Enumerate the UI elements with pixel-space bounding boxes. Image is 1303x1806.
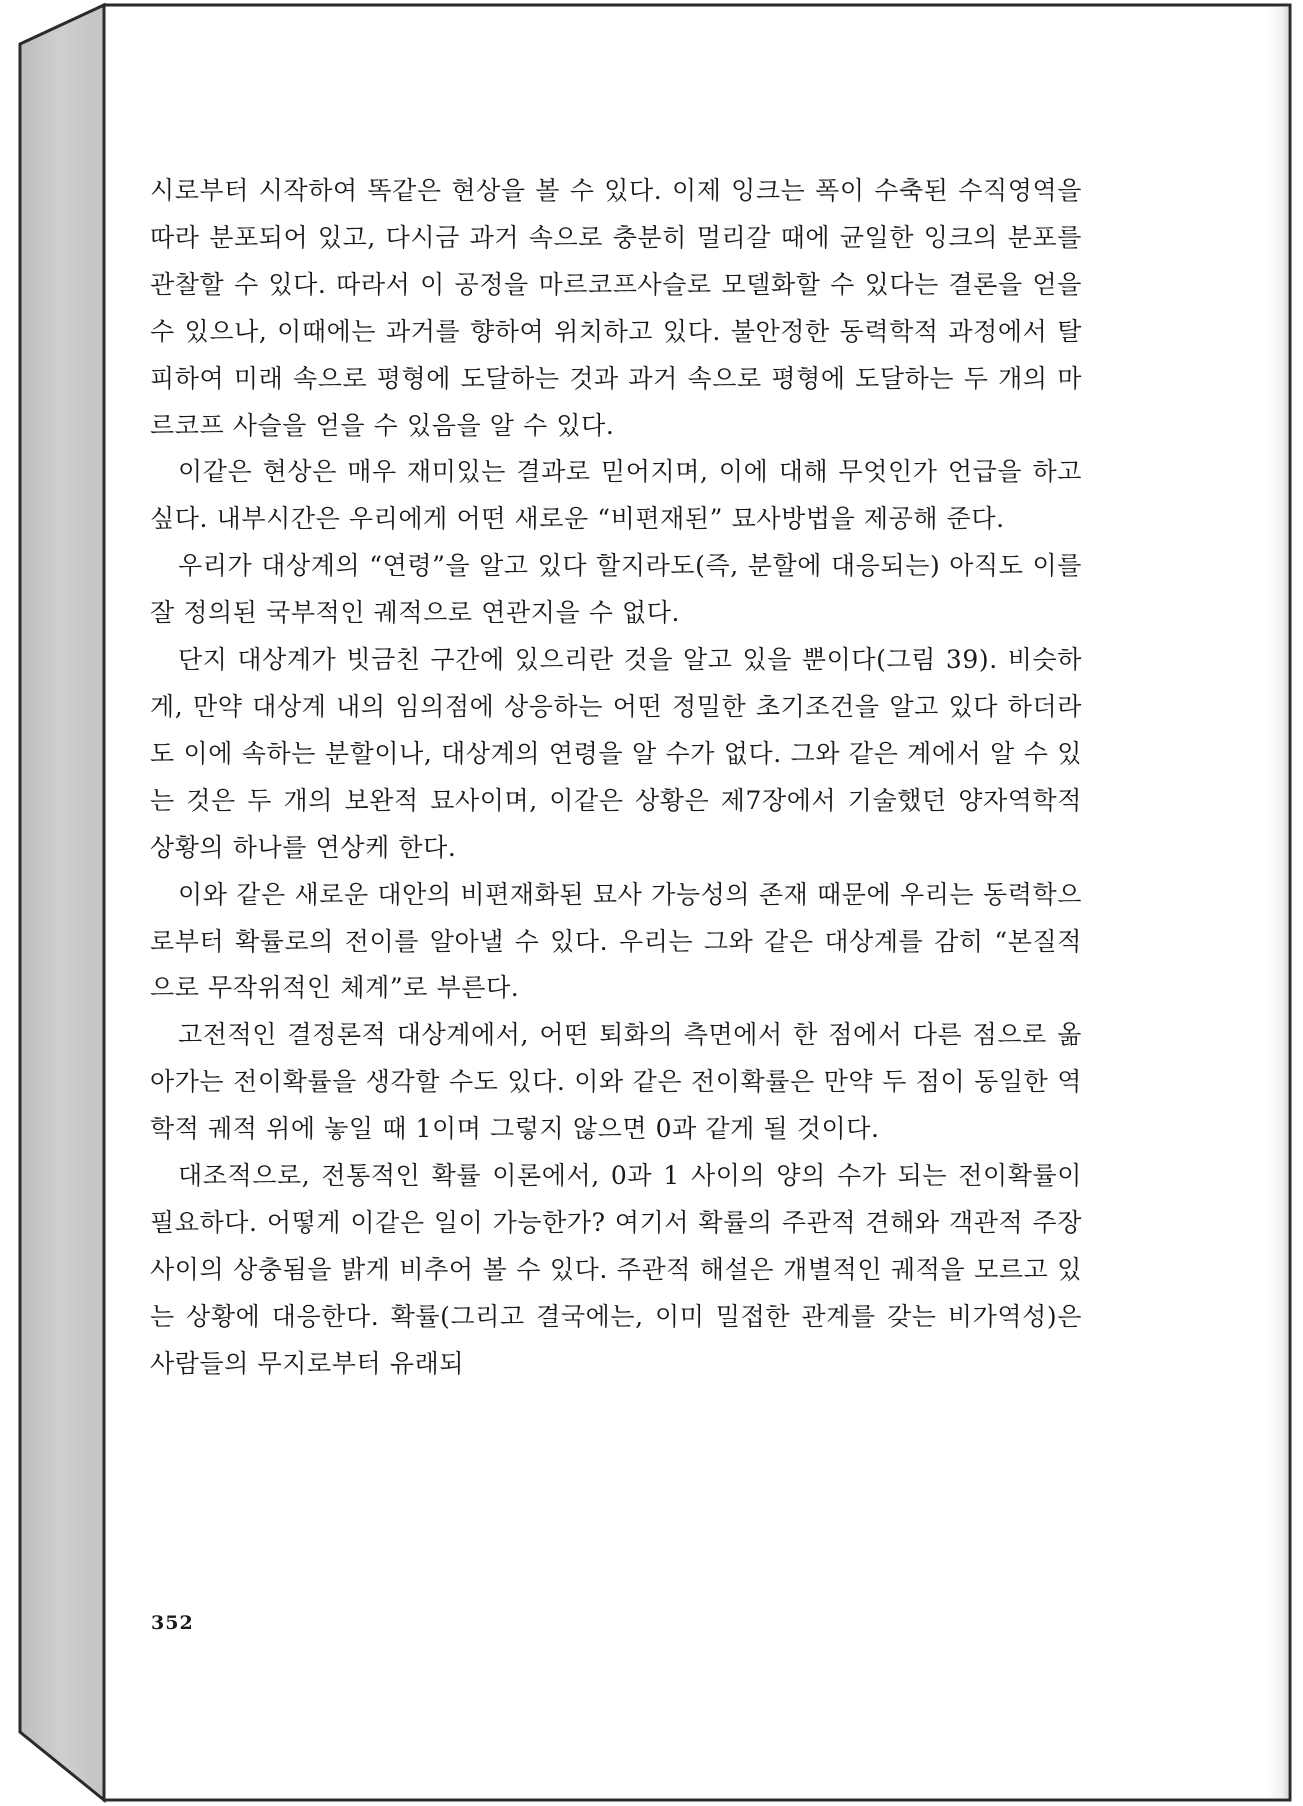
paragraph-5: 이와 같은 새로운 대안의 비편재화된 묘사 가능성의 존재 때문에 우리는 동력학으로부터 확률로의 전이를 알아낼 수 있다. 우리는 그와 같은 대상계를 감히 “본질적으로 무작위적인 체계”로 부른다. [150, 879, 1082, 1003]
paragraph-4: 단지 대상계가 빗금친 구간에 있으리란 것을 알고 있을 뿐이다(그림 39). 비슷하게, 만약 대상계 내의 임의점에 상응하는 어떤 정밀한 초기조건을 알고 있다 하더라도 이에 속하는 분할이나, 대상계의 연령을 알 수가 없다. 그와 같은 계에서 알 수 있는 것은 두 개의 보완적 묘사이며, 이같은 상황은 제7장에서 기술했던 양자역학적 상황의 하나를 연상케 한다. [150, 645, 1082, 862]
page-number: 352 [151, 1612, 194, 1634]
page-edge-shade [1268, 7, 1288, 1798]
paragraph-7: 대조적으로, 전통적인 확률 이론에서, 0과 1 사이의 양의 수가 되는 전이확률이 필요하다. 어떻게 이같은 일이 가능한가? 여기서 확률의 주관적 견해와 객관적 주장 사이의 상충됨을 밝게 비추어 볼 수 있다. 주관적 해설은 개별적인 궤적을 모르고 있는 상황에 대응한다. 확률(그리고 결국에는, 이미 밀접한 관계를 갖는 비가역성)은 사람들의 무지로부터 유래되 [150, 1161, 1082, 1378]
paragraph-2: 이같은 현상은 매우 재미있는 결과로 믿어지며, 이에 대해 무엇인가 언급을 하고 싶다. 내부시간은 우리에게 어떤 새로운 “비편재된” 묘사방법을 제공해 준다. [150, 457, 1082, 534]
paragraph-6: 고전적인 결정론적 대상계에서, 어떤 퇴화의 측면에서 한 점에서 다른 점으로 옮아가는 전이확률을 생각할 수도 있다. 이와 같은 전이확률은 만약 두 점이 동일한 역학적 궤적 위에 놓일 때 1이며 그렇지 않으면 0과 같게 될 것이다. [150, 1020, 1082, 1144]
paragraph-3: 우리가 대상계의 “연령”을 알고 있다 할지라도(즉, 분할에 대응되는) 아직도 이를 잘 정의된 국부적인 궤적으로 연관지을 수 없다. [150, 551, 1082, 628]
body-text [150, 168, 1082, 1388]
paragraph-1: 시로부터 시작하여 똑같은 현상을 볼 수 있다. 이제 잉크는 폭이 수축된 수직영역을 따라 분포되어 있고, 다시금 과거 속으로 충분히 멀리갈 때에 균일한 잉크의 분포를 관찰할 수 있다. 따라서 이 공정을 마르코프사슬로 모델화할 수 있다는 결론을 얻을 수 있으나, 이때에는 과거를 향하여 위치하고 있다. 불안정한 동력학적 과정에서 탈피하여 미래 속으로 평형에 도달하는 것과 과거 속으로 평형에 도달하는 두 개의 마르코프 사슬을 얻을 수 있음을 알 수 있다. [150, 176, 1082, 440]
book-spine [20, 5, 104, 1800]
